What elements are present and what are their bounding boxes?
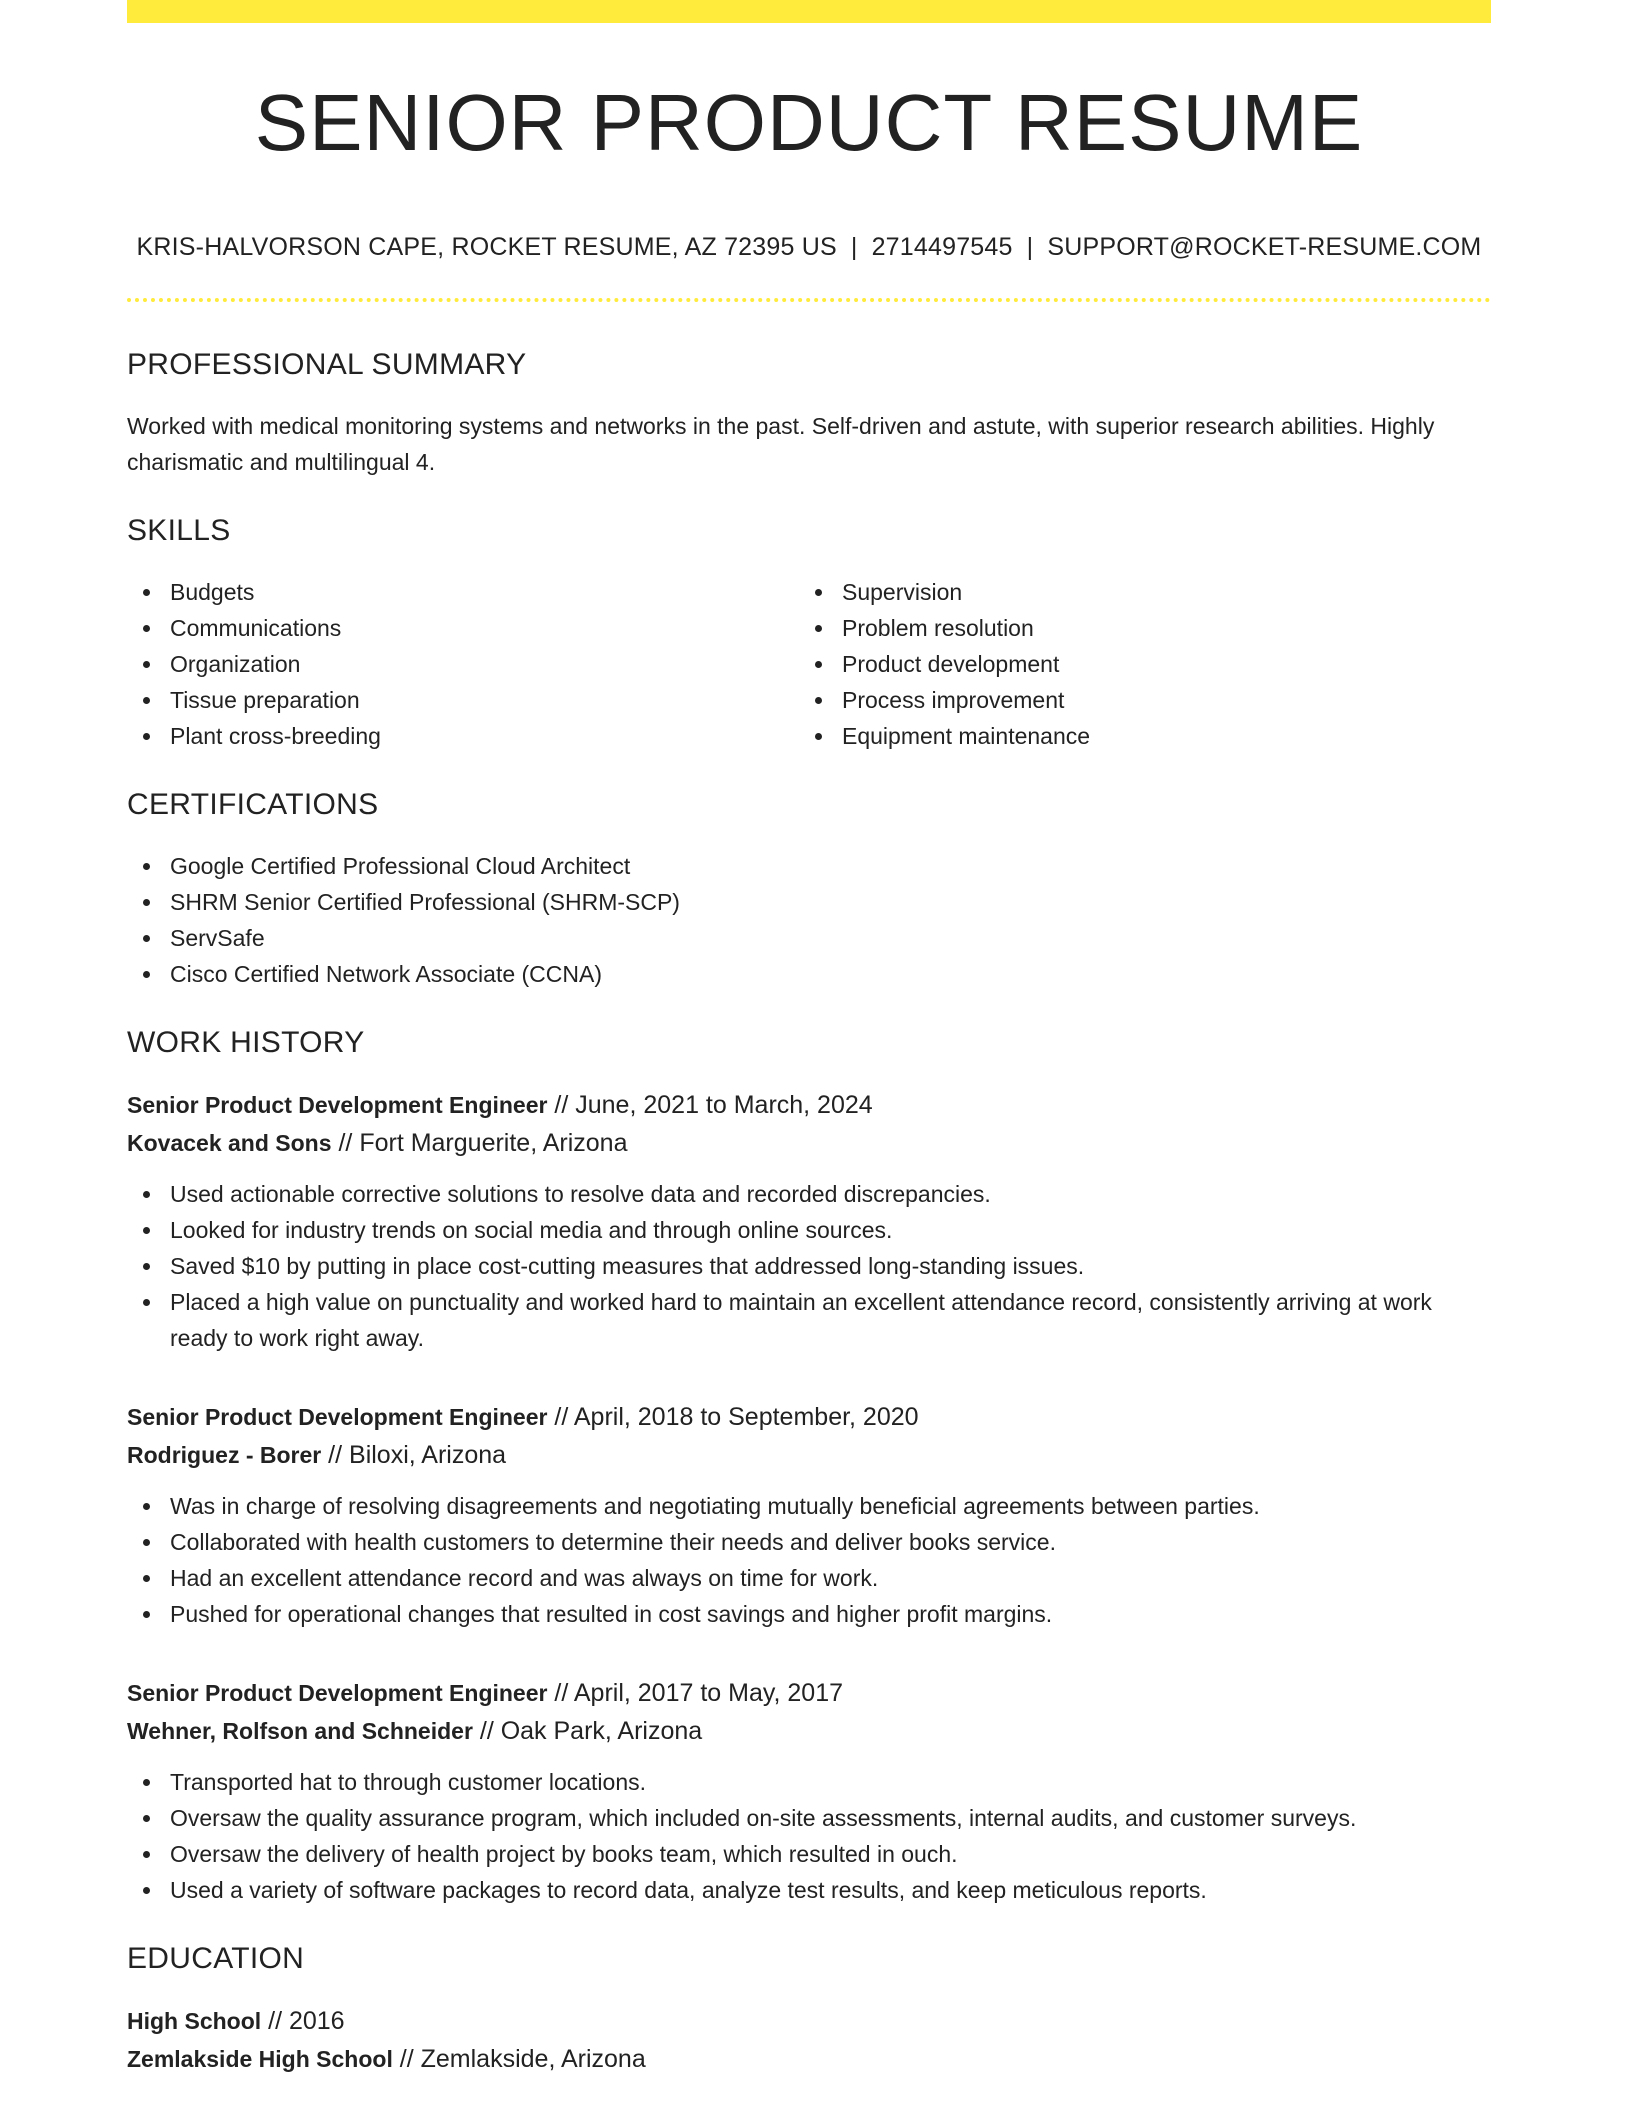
job-company-line	[127, 1436, 1491, 1474]
job-entry	[127, 1674, 1491, 1908]
education-entry	[127, 2002, 1491, 2078]
job-duties-list	[127, 1488, 1491, 1632]
job-location: // Oak Park, Arizona	[472, 1717, 703, 1745]
job-duties-list	[127, 1176, 1491, 1356]
job-role-line	[127, 1674, 1491, 1712]
job-role-line	[127, 1086, 1491, 1124]
job-duty: Oversaw the delivery of health project by books team, which resulted in ouch.	[127, 1836, 1491, 1872]
job-company-line	[127, 1124, 1491, 1162]
job-duty: Transported hat to through customer locations.	[127, 1764, 1491, 1800]
contact-line	[127, 233, 1491, 262]
job-role-line	[127, 1398, 1491, 1436]
education-degree: High School	[127, 2008, 262, 2034]
certifications-heading: CERTIFICATIONS	[127, 788, 379, 821]
education-year: // 2016	[261, 2007, 345, 2035]
skill-item: Communications	[127, 610, 799, 646]
skill-item: Budgets	[127, 574, 799, 610]
skills-heading: SKILLS	[127, 514, 231, 547]
certification-item: Google Certified Professional Cloud Architect	[127, 848, 1491, 884]
job-duty: Used actionable corrective solutions to resolve data and recorded discrepancies.	[127, 1176, 1491, 1212]
job-entry	[127, 1398, 1491, 1632]
education-school-line	[127, 2040, 1491, 2078]
job-role: Senior Product Development Engineer	[127, 1680, 548, 1706]
job-duties-list	[127, 1764, 1491, 1908]
skill-item: Tissue preparation	[127, 682, 799, 718]
summary-heading: PROFESSIONAL SUMMARY	[127, 348, 527, 381]
job-duty: Collaborated with health customers to determine their needs and deliver books service.	[127, 1524, 1491, 1560]
job-role: Senior Product Development Engineer	[127, 1092, 548, 1118]
education-school: Zemlakside High School	[127, 2046, 393, 2072]
certification-item: SHRM Senior Certified Professional (SHRM-SCP)	[127, 884, 1491, 920]
contact-address: KRIS-HALVORSON CAPE, ROCKET RESUME, AZ 72395 US	[136, 233, 837, 261]
education-degree-line	[127, 2002, 1491, 2040]
contact-separator: |	[850, 233, 858, 261]
skills-list-left	[127, 574, 799, 754]
job-company: Wehner, Rolfson and Schneider	[127, 1718, 473, 1744]
job-duty: Saved $10 by putting in place cost-cutting measures that addressed long-standing issues.	[127, 1248, 1491, 1284]
contact-email: SUPPORT@ROCKET-RESUME.COM	[1047, 233, 1482, 261]
certifications-list	[127, 848, 1491, 992]
skill-item: Product development	[799, 646, 1471, 682]
job-duty: Was in charge of resolving disagreements and negotiating mutually beneficial agreements between parties.	[127, 1488, 1491, 1524]
resume-page	[127, 0, 1491, 2078]
job-duty: Oversaw the quality assurance program, which included on-site assessments, internal audits, and customer surveys.	[127, 1800, 1491, 1836]
skill-item: Supervision	[799, 574, 1471, 610]
dotted-divider	[127, 298, 1491, 302]
skill-item: Organization	[127, 646, 799, 682]
accent-bar	[127, 0, 1491, 23]
job-dates: // April, 2018 to September, 2020	[547, 1403, 919, 1431]
job-company-line	[127, 1712, 1491, 1750]
certification-item: Cisco Certified Network Associate (CCNA)	[127, 956, 1491, 992]
job-location: // Biloxi, Arizona	[321, 1441, 507, 1469]
summary-text: Worked with medical monitoring systems and networks in the past. Self-driven and astute, with superior research abilities. Highly charismatic and multilingual 4.	[127, 413, 1435, 475]
work-history-heading: WORK HISTORY	[127, 1026, 365, 1059]
contact-separator: |	[1026, 233, 1034, 261]
contact-phone: 2714497545	[871, 233, 1013, 261]
job-duty: Pushed for operational changes that resulted in cost savings and higher profit margins.	[127, 1596, 1491, 1632]
job-company: Kovacek and Sons	[127, 1130, 332, 1156]
skills-grid	[127, 574, 1491, 754]
job-dates: // April, 2017 to May, 2017	[547, 1679, 844, 1707]
job-role: Senior Product Development Engineer	[127, 1404, 548, 1430]
skills-list-right	[799, 574, 1471, 754]
certification-item: ServSafe	[127, 920, 1491, 956]
job-entry	[127, 1086, 1491, 1356]
skill-item: Problem resolution	[799, 610, 1471, 646]
job-duty: Used a variety of software packages to record data, analyze test results, and keep meticulous reports.	[127, 1872, 1491, 1908]
job-duty: Placed a high value on punctuality and worked hard to maintain an excellent attendance record, consistently arriving at work ready to work right away.	[127, 1284, 1491, 1356]
education-location: // Zemlakside, Arizona	[392, 2045, 646, 2073]
skill-item: Plant cross-breeding	[127, 718, 799, 754]
skill-item: Equipment maintenance	[799, 718, 1471, 754]
job-duty: Looked for industry trends on social media and through online sources.	[127, 1212, 1491, 1248]
skill-item: Process improvement	[799, 682, 1471, 718]
page-title: SENIOR PRODUCT RESUME	[254, 78, 1364, 167]
education-heading: EDUCATION	[127, 1942, 305, 1975]
job-duty: Had an excellent attendance record and was always on time for work.	[127, 1560, 1491, 1596]
job-company: Rodriguez - Borer	[127, 1442, 322, 1468]
job-location: // Fort Marguerite, Arizona	[331, 1129, 628, 1157]
job-dates: // June, 2021 to March, 2024	[547, 1091, 873, 1119]
